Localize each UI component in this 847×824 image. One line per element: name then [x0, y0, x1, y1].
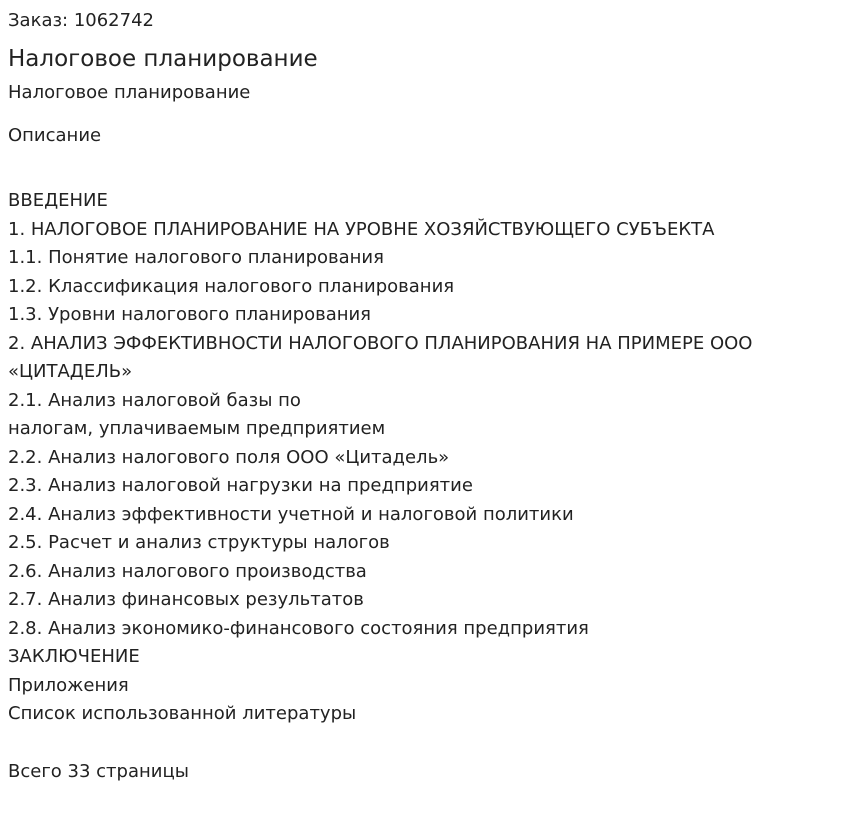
table-of-contents [8, 187, 847, 729]
total-pages: Всего 33 страницы [8, 760, 189, 782]
toc-item: 2.7. Анализ финансовых результатов [8, 589, 364, 610]
page-title: Налоговое планирование [8, 46, 318, 72]
toc-item: 1.2. Классификация налогового планирования [8, 275, 455, 297]
toc-item: 2.5. Расчет и анализ структуры налогов [8, 532, 390, 553]
toc-item: ЗАКЛЮЧЕНИЕ [8, 646, 140, 667]
toc-item: 1. НАЛОГОВОЕ ПЛАНИРОВАНИЕ НА УРОВНЕ ХОЗЯЙСТВУЮЩЕГО СУБЪЕКТА [8, 218, 715, 240]
toc-item: 2.3. Анализ налоговой нагрузки на предприятие [8, 475, 473, 496]
description-label: Описание [8, 125, 102, 146]
toc-item: Приложения [8, 674, 129, 696]
toc-item: ВВЕДЕНИЕ [8, 190, 108, 211]
toc-item: налогам, уплачиваемым предприятием [8, 418, 386, 439]
toc-item: 2.1. Анализ налоговой базы по [8, 389, 301, 411]
toc-item: 2. АНАЛИЗ ЭФФЕКТИВНОСТИ НАЛОГОВОГО ПЛАНИРОВАНИЯ НА ПРИМЕРЕ ООО [8, 332, 753, 354]
toc-item: 1.1. Понятие налогового планирования [8, 247, 384, 268]
toc-item: 2.2. Анализ налогового поля ООО «Цитадель» [8, 446, 450, 468]
toc-item: 2.6. Анализ налогового производства [8, 560, 367, 582]
toc-item: 2.4. Анализ эффективности учетной и налоговой политики [8, 503, 574, 525]
toc-item: 2.8. Анализ экономико-финансового состояния предприятия [8, 617, 589, 639]
toc-item: Список использованной литературы [8, 703, 357, 724]
toc-item: 1.3. Уровни налогового планирования [8, 304, 372, 325]
subtitle: Налоговое планирование [8, 82, 251, 103]
order-number: Заказ: 1062742 [8, 10, 154, 31]
toc-item: «ЦИТАДЕЛЬ» [8, 361, 133, 382]
